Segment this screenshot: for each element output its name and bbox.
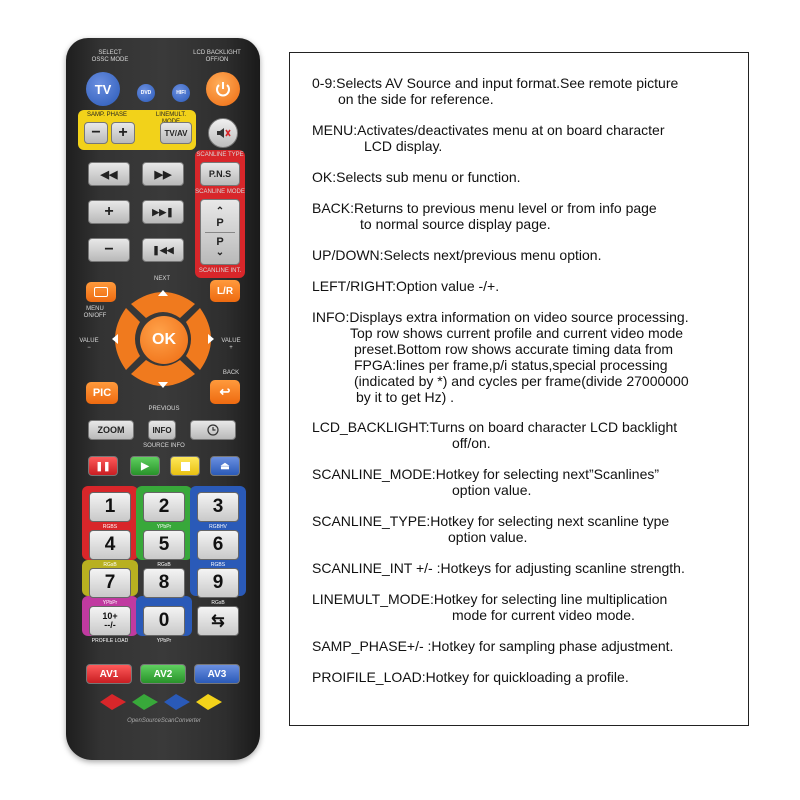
prev-track-button[interactable] <box>142 238 184 262</box>
desc-line: LEFT/RIGHT:Option value -/+. <box>312 278 500 294</box>
previous-label: PREVIOUS <box>148 406 180 412</box>
swap-icon: ⇆ <box>211 613 225 630</box>
channel-rocker[interactable] <box>200 199 240 265</box>
num-9-sub: RGsB <box>211 600 225 606</box>
num-0-button[interactable]: 0 <box>143 606 185 636</box>
num-5-button[interactable]: 5 <box>143 530 185 560</box>
dpad-left[interactable] <box>115 308 140 370</box>
chevron-up-icon: ⌃ <box>215 205 225 217</box>
desc-line: LINEMULT_MODE:Hotkey for selecting line multiplication <box>312 591 668 607</box>
zoom-button[interactable]: ZOOM <box>88 420 134 440</box>
arrow-left-icon <box>112 334 118 344</box>
desc-av-source <box>312 75 678 107</box>
num-6-button[interactable]: 6 <box>197 530 239 560</box>
av1-button[interactable]: AV1 <box>86 664 132 684</box>
tv-button[interactable]: TV <box>86 72 120 106</box>
eject-button[interactable] <box>210 456 240 476</box>
num-7-button[interactable]: 7 <box>89 568 131 598</box>
dvd-button[interactable]: DVD <box>137 84 155 102</box>
num-4-sub: RGsB <box>103 562 117 568</box>
info-button[interactable]: INFO <box>148 420 176 440</box>
back-arrow-icon: ↩ <box>219 384 231 399</box>
next-label: NEXT <box>153 276 170 282</box>
power-button[interactable] <box>206 72 240 106</box>
desc-ok <box>312 169 521 185</box>
desc-back <box>312 200 657 232</box>
source-info-label: SOURCE INFO <box>143 443 185 449</box>
desc-line: FPGA:lines per frame,p/i status,special processing <box>354 357 668 373</box>
desc-line: (indicated by *) and cycles per frame(divide 27000000 <box>354 373 689 389</box>
desc-line: MENU:Activates/deactivates menu at on board character <box>312 122 665 138</box>
chevron-down-icon: ⌄ <box>215 246 225 258</box>
num-2-sub: YPbPr <box>156 524 172 530</box>
num-6-sub: RGBS <box>210 562 226 568</box>
desc-line: preset.Bottom row shows accurate timing data from <box>354 341 674 357</box>
num-5-sub: RGsB <box>157 562 171 568</box>
desc-line: OK:Selects sub menu or function. <box>312 169 521 185</box>
remote-control <box>66 38 260 760</box>
num-3-button[interactable]: 3 <box>197 492 239 522</box>
brand-label: OpenSourceScanConverter <box>127 718 201 724</box>
desc-menu <box>312 122 665 154</box>
linemult-mode-label: LINEMULT. <box>155 112 187 118</box>
prev-track-icon: ❚◀◀ <box>152 244 174 255</box>
desc-line: SCANLINE_TYPE:Hotkey for selecting next scanline type <box>312 513 670 529</box>
stop-button[interactable] <box>170 456 200 476</box>
p-up-label: P <box>216 216 224 229</box>
back-button[interactable] <box>210 380 240 404</box>
play-icon: ▶ <box>141 460 149 472</box>
desc-scanline-mode <box>312 466 659 498</box>
swap-button[interactable] <box>197 606 239 636</box>
minus-button[interactable]: − <box>88 238 130 262</box>
samp-phase-label: SAMP. PHASE <box>87 112 127 118</box>
num-4-button[interactable]: 4 <box>89 530 131 560</box>
ten-plus-button[interactable]: 10+ --/- <box>89 606 131 636</box>
clock-icon <box>207 424 219 436</box>
desc-up-down <box>312 247 601 263</box>
scanline-mode-label: SCANLINE MODE <box>195 189 245 195</box>
clock-button[interactable] <box>190 420 236 440</box>
pic-button[interactable]: PIC <box>86 382 118 404</box>
num-0-sub: YPbPr <box>156 638 172 644</box>
profile-load-label: PROFILE LOAD <box>91 638 129 644</box>
ok-button[interactable]: OK <box>140 316 188 364</box>
samp-phase-plus-button[interactable]: + <box>111 122 135 144</box>
power-icon <box>214 80 232 98</box>
pause-button[interactable] <box>88 456 118 476</box>
play-button[interactable] <box>130 456 160 476</box>
desc-line: LCD_BACKLIGHT:Turns on board character LCD backlight <box>312 419 678 435</box>
num-8-button[interactable]: 8 <box>143 568 185 598</box>
desc-line: mode for current video mode. <box>452 607 635 623</box>
pns-button[interactable]: P.N.S <box>200 162 240 186</box>
desc-line: SCANLINE_INT +/- :Hotkeys for adjusting scanline strength. <box>312 560 685 576</box>
plus-button[interactable]: + <box>88 200 130 224</box>
scanline-int-label: SCANLINE INT. <box>198 268 242 274</box>
desc-left-right <box>312 278 499 294</box>
av2-button[interactable]: AV2 <box>140 664 186 684</box>
rewind-icon: ◀◀ <box>100 168 118 181</box>
fast-forward-icon: ▶▶ <box>154 168 172 181</box>
desc-line: to normal source display page. <box>360 216 551 232</box>
lr-button[interactable]: L/R <box>210 280 240 302</box>
stop-icon <box>181 462 190 471</box>
hifi-button[interactable]: HIFI <box>172 84 190 102</box>
desc-lcd-backlight <box>312 419 677 451</box>
dpad-right[interactable] <box>186 308 211 370</box>
desc-line: UP/DOWN:Selects next/previous menu option. <box>312 247 602 263</box>
desc-line: on the side for reference. <box>338 91 494 107</box>
desc-line: BACK:Returns to previous menu level or from info page <box>312 200 657 216</box>
desc-line: by it to get Hz) . <box>356 389 455 405</box>
desc-line: LCD display. <box>364 138 443 154</box>
desc-line: PROIFILE_LOAD:Hotkey for quickloading a profile. <box>312 669 629 685</box>
select-ossc-mode-label: SELECT OSSC MODE <box>91 50 129 63</box>
p-down-label: P <box>216 235 224 248</box>
rewind-button[interactable] <box>88 162 130 186</box>
desc-line: option value. <box>452 482 532 498</box>
desc-line: option value. <box>448 529 528 545</box>
av3-button[interactable]: AV3 <box>194 664 240 684</box>
fast-forward-button[interactable] <box>142 162 184 186</box>
arrow-right-icon <box>208 334 214 344</box>
value-plus-label: VALUE + <box>221 338 241 351</box>
scanline-type-label: SCANLINE TYPE <box>196 152 244 158</box>
num-3-sub: RGBHV <box>209 524 227 530</box>
desc-scanline-int <box>312 560 685 576</box>
samp-phase-minus-button[interactable]: − <box>84 122 108 144</box>
num-7-sub: YPbPr <box>102 600 118 606</box>
desc-linemult-mode <box>312 591 667 623</box>
desc-line: Top row shows current profile and current video mode <box>350 325 684 341</box>
eject-icon: ⏏ <box>220 460 230 472</box>
ossc-logo-icon <box>96 692 232 714</box>
num-9-button[interactable]: 9 <box>197 568 239 598</box>
value-minus-label: VALUE − <box>79 338 99 351</box>
num-1-button[interactable]: 1 <box>89 492 131 522</box>
desc-info <box>312 309 689 405</box>
lcd-backlight-label: LCD BACKLIGHT OFF/ON <box>193 50 241 63</box>
desc-line: SCANLINE_MODE:Hotkey for selecting next”Scanlines” <box>312 466 660 482</box>
menu-onoff-label: MENU ON/OFF <box>83 306 107 319</box>
next-track-button[interactable] <box>142 200 184 224</box>
num-1-sub: RGBS <box>102 524 118 530</box>
desc-samp-phase <box>312 638 673 654</box>
desc-line: 0-9:Selects AV Source and input format.See remote picture <box>312 75 679 91</box>
rocker-divider <box>205 232 235 233</box>
desc-line: INFO:Displays extra information on video source processing. <box>312 309 689 325</box>
next-track-icon: ▶▶❚ <box>152 206 174 217</box>
desc-scanline-type <box>312 513 669 545</box>
description-panel <box>289 52 749 726</box>
desc-profile-load <box>312 669 629 685</box>
back-label: BACK <box>222 370 240 376</box>
tvav-button[interactable]: TV/AV <box>160 122 192 144</box>
pause-icon: ❚❚ <box>95 460 111 471</box>
desc-line: off/on. <box>452 435 491 451</box>
num-2-button[interactable]: 2 <box>143 492 185 522</box>
mute-button[interactable] <box>208 118 238 148</box>
mute-icon <box>215 126 231 140</box>
desc-line: SAMP_PHASE+/- :Hotkey for sampling phase adjustment. <box>312 638 674 654</box>
